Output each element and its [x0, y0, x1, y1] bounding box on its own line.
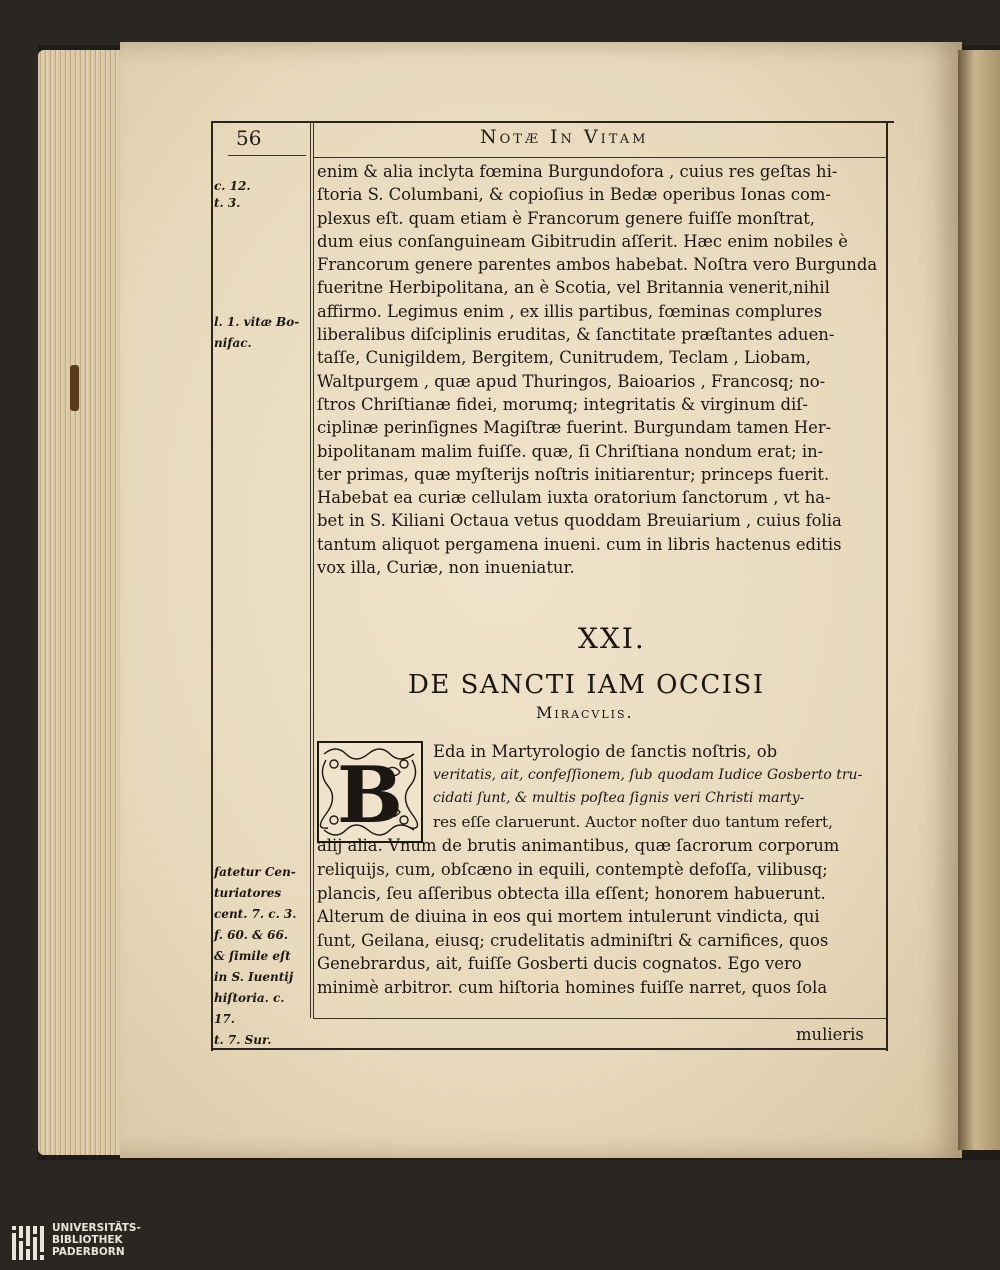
- library-name-line: BIBLIOTHEK: [52, 1234, 123, 1246]
- text-line: veritatis, ait, confeſſionem, ſub quodam Iudice Gosberto tru-: [433, 766, 863, 783]
- margin-note-line: t. 7. Sur.: [214, 1033, 272, 1047]
- text-line: Eda in Martyrologio de ſanctis noſtris, ob: [433, 742, 778, 761]
- catchword-rule: [313, 1018, 886, 1019]
- text-line: taſſe, Cunigildem, Bergitem, Cunitrudem, Teclam , Liobam,: [317, 348, 811, 368]
- frame-bottom-rule: [211, 1048, 888, 1050]
- library-name-line: PADERBORN: [52, 1246, 125, 1258]
- margin-note-line: nifac.: [214, 336, 252, 350]
- running-head: Notæ In Vitam: [480, 126, 649, 148]
- margin-note-line: l. 1. vitæ Bo-: [214, 315, 300, 329]
- catch-word: mulieris: [796, 1025, 864, 1044]
- facing-page-edge: [958, 50, 1000, 1150]
- text-line: res eſſe claruerunt. Auctor noſter duo tantum refert,: [433, 812, 833, 831]
- margin-note-line: f. 60. & 66.: [214, 928, 289, 942]
- text-line: cidati ſunt, & multis poſtea ſignis veri Christi marty-: [433, 790, 805, 807]
- text-line: Genebrardus, ait, fuiſſe Gosberti ducis cognatos. Ego vero: [317, 954, 802, 974]
- text-line: minimè arbitror. cum hiſtoria homines fuiſſe narret, quos ſola: [317, 977, 828, 997]
- page-stain: [70, 365, 79, 411]
- text-line: ciplinæ perinſignes Magiſtræ fuerint. Burgundam tamen Her-: [317, 418, 832, 438]
- margin-column-rule-inner: [313, 121, 314, 1018]
- text-line: tantum aliquot pergamena inueni. cum in libris hactenus editis: [317, 534, 842, 554]
- text-line: dum eius conſanguineam Gibitrudin aſſerit. Hæc enim nobiles è: [317, 231, 848, 251]
- library-logo-icon: [10, 1224, 46, 1262]
- margin-note-3: [214, 862, 308, 1051]
- chapter-subtitle: Miracvlis.: [536, 703, 634, 722]
- text-line: ſunt, Geilana, eiusq; crudelitatis adminiſtri & carnifices, quos: [317, 930, 829, 950]
- text-line: bet in S. Kiliani Octaua vetus quoddam Breuiarium , cuius folia: [317, 511, 842, 531]
- library-footer: [0, 1218, 1000, 1270]
- text-line: affirmo. Legimus enim , ex illis partibus, fœminas complures: [317, 301, 823, 321]
- library-name: [52, 1222, 141, 1258]
- margin-note-line: & ſimile eſt: [214, 949, 291, 963]
- running-head-rule: [313, 157, 886, 158]
- margin-note-line: turiatores: [214, 886, 282, 900]
- chapter-number: XXI.: [578, 622, 646, 655]
- text-line: plexus eſt. quam etiam è Francorum genere fuiſſe monſtrat,: [317, 208, 816, 228]
- text-line: enim & alia inclyta fœmina Burgundofora , cuius res geſtas hi-: [317, 162, 838, 181]
- text-line: ter primas, quæ myſterijs noſtris initiarentur; princeps fuerit.: [317, 464, 830, 484]
- margin-note-line: t. 3.: [214, 196, 241, 210]
- page-edges: [38, 50, 130, 1155]
- margin-note-line: in S. Iuentij: [214, 970, 294, 984]
- text-line: Habebat ea curiæ cellulam iuxta oratorium ſanctorum , vt ha-: [317, 488, 831, 508]
- margin-note-line: fatetur Cen-: [214, 865, 296, 879]
- margin-column-rule: [310, 121, 311, 1018]
- text-line: vox illa, Curiæ, non inueniatur.: [317, 558, 575, 578]
- text-line: fueritne Herbipolitana, an è Scotia, vel Britannia venerit,nihil: [317, 278, 830, 298]
- margin-note-1: [214, 176, 308, 214]
- text-line: reliquijs, cum, obſcæno in equili, contemptè defoſſa, vilibusq;: [317, 859, 828, 879]
- chapter-title: DE SANCTI IAM OCCISI: [408, 670, 765, 700]
- margin-note-line: cent. 7. c. 3.: [214, 907, 297, 921]
- frame-left-rule: [211, 121, 213, 1051]
- page-number: 56: [236, 126, 262, 150]
- margin-note-2: [214, 312, 308, 354]
- text-line: Francorum genere parentes ambos habebat. Noſtra vero Burgunda: [317, 255, 878, 275]
- text-line: liberalibus diſciplinis eruditas, & ſanctitate præſtantes aduen-: [317, 325, 835, 345]
- text-line: bipolitanam malim fuiſſe. quæ, ſi Chriſtiana nondum erat; in-: [317, 441, 824, 461]
- margin-note-line: c. 12.: [214, 179, 251, 193]
- text-line: ſtoria S. Columbani, & copioſius in Bedæ operibus Ionas com-: [317, 185, 831, 205]
- text-line: alij alia. Vnum de brutis animantibus, quæ ſacrorum corporum: [317, 836, 840, 856]
- page-number-rule: [228, 155, 306, 156]
- text-line: Waltpurgem , quæ apud Thuringos, Baioarios , Francosq; no-: [317, 371, 826, 391]
- initial-letter: B: [337, 750, 403, 841]
- body-text: [317, 160, 887, 579]
- library-name-line: UNIVERSITÄTS-: [52, 1222, 141, 1234]
- text-line: plancis, ſeu aſſeribus obtecta illa eſſent; honorem habuerunt.: [317, 883, 826, 903]
- text-line: Alterum de diuina in eos qui mortem intulerunt vindicta, qui: [317, 907, 820, 927]
- text-line: ſtros Chriſtianæ fidei, morumq; integritatis & virginum diſ-: [317, 394, 808, 414]
- chapter-text: [317, 740, 887, 1000]
- margin-note-line: hiſtoria. c. 17.: [214, 991, 285, 1026]
